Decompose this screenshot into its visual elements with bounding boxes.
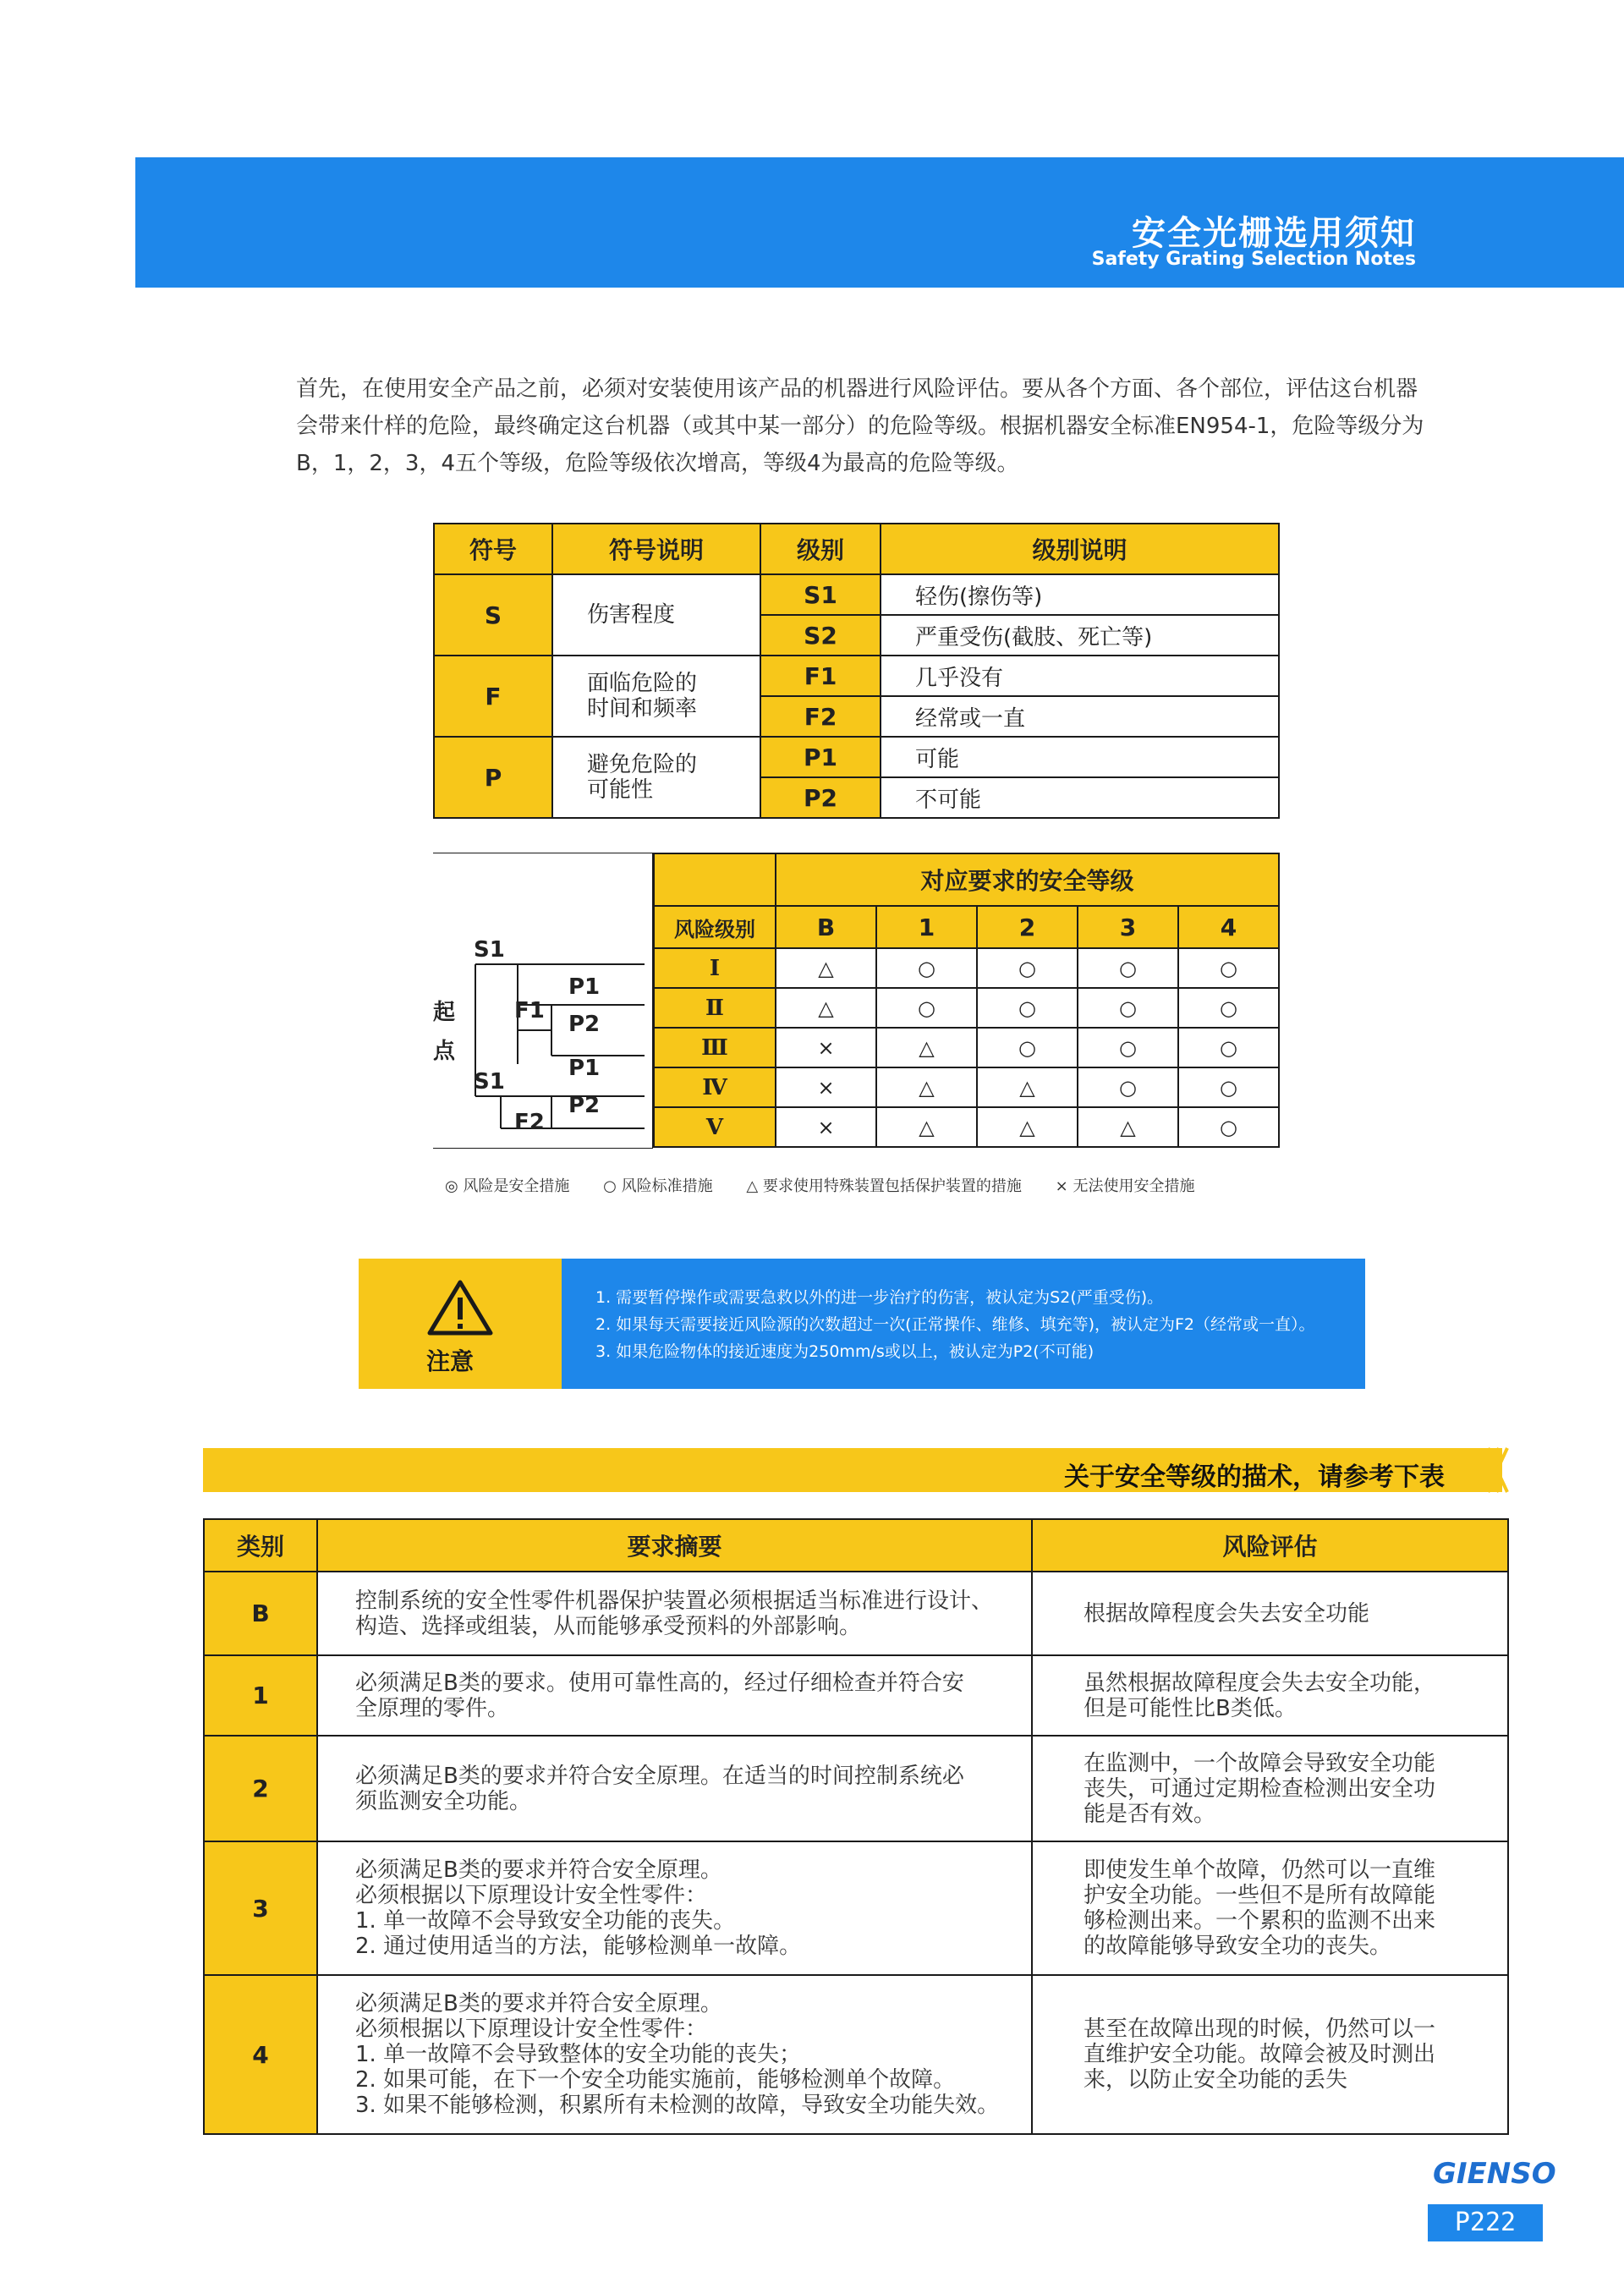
- mark-cell: △: [876, 1067, 977, 1107]
- table-row: [434, 737, 1279, 777]
- table-row: [204, 1572, 1508, 1655]
- level-desc-cell: 几乎没有: [881, 656, 1279, 696]
- mark-cell: ○: [1178, 1067, 1279, 1107]
- risk-cell: 根据故障程度会失去安全功能: [1032, 1572, 1508, 1655]
- mark-cell: ○: [977, 1028, 1078, 1067]
- symbol-table: [433, 523, 1280, 819]
- level-cell: F2: [760, 696, 881, 737]
- brand-logo: GIENSO: [1433, 2157, 1556, 2191]
- page-subtitle: Safety Grating Selection Notes: [1091, 249, 1416, 270]
- level-cell: P2: [760, 777, 881, 818]
- mark-cell: △: [876, 1107, 977, 1147]
- level-desc-cell: 轻伤(擦伤等): [881, 574, 1279, 615]
- col-header: 4: [1178, 906, 1279, 948]
- category-cell: 4: [204, 1975, 317, 2134]
- mark-cell: △: [977, 1107, 1078, 1147]
- mark-cell: △: [1078, 1107, 1178, 1147]
- table-row: [434, 656, 1279, 696]
- col-header: B: [776, 906, 876, 948]
- mark-cell: ○: [1178, 988, 1279, 1028]
- tree-s1-upper: S1: [474, 937, 505, 963]
- category-cell: 2: [204, 1736, 317, 1841]
- symbol-desc-cell: 伤害程度: [552, 574, 760, 656]
- safety-level-title: 对应要求的安全等级: [776, 853, 1279, 906]
- symbol-cell: S: [434, 574, 552, 656]
- tree-p1-lower: P1: [568, 1056, 601, 1081]
- intro-paragraph: 首先，在使用安全产品之前，必须对安装使用该产品的机器进行风险评估。要从各个方面、各个部位，评估这台机器会带来什样的危险，最终确定这台机器（或其中某一部分）的危险等级。根据机器安全标准EN954-1，危险等级分为B，1，2，3，4五个等级，危险等级依次增高，等级4为最高的危险等级。: [296, 376, 1424, 476]
- mark-cell: ○: [1078, 1028, 1178, 1067]
- header-cell: 符号说明: [552, 524, 760, 574]
- risk-cell: 虽然根据故障程度会失去安全功能， 但是可能性比B类低。: [1032, 1655, 1508, 1736]
- category-cell: 3: [204, 1841, 317, 1975]
- legend: [445, 1174, 1223, 1196]
- symbol-cell: P: [434, 737, 552, 818]
- legend-item: × 无法使用安全措施: [1055, 1177, 1195, 1195]
- mark-cell: △: [776, 948, 876, 988]
- page-number: P222: [1428, 2204, 1543, 2241]
- table-row: [204, 1975, 1508, 2134]
- requirement-cell: 必须满足B类的要求并符合安全原理。 必须根据以下原理设计安全性零件： 1. 单一故障不会导致安全功能的丧失。 2. 通过使用适当的方法，能够检测单一故障。: [317, 1841, 1032, 1975]
- risk-cell: 在监测中，一个故障会导致安全功能 丧失，可通过定期检查检测出安全功 能是否有效。: [1032, 1736, 1508, 1841]
- warning-icon: [426, 1279, 494, 1338]
- notice-line: 3. 如果危险物体的接近速度为250mm/s或以上，被认定为P2(不可能): [595, 1342, 1095, 1361]
- mark-cell: ○: [977, 988, 1078, 1028]
- risk-cell: 甚至在故障出现的时候，仍然可以一 直维护安全功能。故障会被及时测出 来，以防止安全功能的丢失: [1032, 1975, 1508, 2134]
- level-desc-cell: 经常或一直: [881, 696, 1279, 737]
- tree-start-label: 起 点: [433, 1000, 456, 1064]
- mark-cell: ○: [1178, 1107, 1279, 1147]
- header-cell: 级别说明: [881, 524, 1279, 574]
- legend-item: ◎ 风险是安全措施: [445, 1177, 570, 1195]
- category-cell: B: [204, 1572, 317, 1655]
- table-row: [434, 574, 1279, 615]
- legend-item: △ 要求使用特殊装置包括保护装置的措施: [746, 1177, 1022, 1195]
- mark-cell: ○: [1178, 1028, 1279, 1067]
- table-row: [204, 1841, 1508, 1975]
- category-table: [203, 1518, 1509, 2135]
- mark-cell: ○: [1078, 948, 1178, 988]
- table-row: [654, 1107, 1279, 1147]
- risk-cell: 即使发生单个故障，仍然可以一直维 护安全功能。一些但不是所有故障能 够检测出来。一个累积的监测不出来 的故障能够导致安全功的丧失。: [1032, 1841, 1508, 1975]
- col-header: 2: [977, 906, 1078, 948]
- risk-decision-tree: [433, 853, 653, 1149]
- mark-cell: ○: [1078, 1067, 1178, 1107]
- mark-cell: △: [977, 1067, 1078, 1107]
- category-cell: 1: [204, 1655, 317, 1736]
- tree-f1: F1: [514, 998, 545, 1023]
- risk-level-cell: Ⅱ: [654, 988, 776, 1028]
- table-row: [654, 948, 1279, 988]
- mark-cell: ○: [876, 988, 977, 1028]
- level-desc-cell: 不可能: [881, 777, 1279, 818]
- table-row: [654, 988, 1279, 1028]
- table-row: [204, 1655, 1508, 1736]
- table-row: [204, 1736, 1508, 1841]
- mark-cell: ×: [776, 1067, 876, 1107]
- symbol-cell: F: [434, 656, 552, 737]
- symbol-desc-cell: 避免危险的 可能性: [552, 737, 760, 818]
- header-cell: 符号: [434, 524, 552, 574]
- mark-cell: ○: [876, 948, 977, 988]
- mark-cell: ×: [776, 1107, 876, 1147]
- risk-level-header: 风险级别: [654, 906, 776, 948]
- level-desc-cell: 可能: [881, 737, 1279, 777]
- table-row: [654, 1028, 1279, 1067]
- notice-text-panel: [562, 1259, 1365, 1389]
- tree-p2-upper: P2: [568, 1012, 601, 1037]
- mark-cell: △: [776, 988, 876, 1028]
- risk-level-cell: Ⅲ: [654, 1028, 776, 1067]
- col-header: 3: [1078, 906, 1178, 948]
- page-title: 安全光栅选用须知: [1132, 214, 1416, 253]
- symbol-desc-cell: 面临危险的 时间和频率: [552, 656, 760, 737]
- notice-label-panel: [359, 1259, 562, 1389]
- level-cell: S1: [760, 574, 881, 615]
- risk-level-table: [653, 853, 1280, 1148]
- mark-cell: ○: [977, 948, 1078, 988]
- level-desc-cell: 严重受伤(截肢、死亡等): [881, 615, 1279, 656]
- requirement-cell: 必须满足B类的要求。使用可靠性高的，经过仔细检查并符合安 全原理的零件。: [317, 1655, 1032, 1736]
- level-cell: F1: [760, 656, 881, 696]
- risk-level-cell: Ⅰ: [654, 948, 776, 988]
- header-cell: 类别: [204, 1519, 317, 1572]
- tree-f2: F2: [514, 1110, 545, 1135]
- stripes-icon: [1477, 1446, 1511, 1494]
- risk-level-cell: Ⅴ: [654, 1107, 776, 1147]
- tree-p1-upper: P1: [568, 974, 601, 1000]
- notice-label: 注意: [426, 1347, 475, 1375]
- header-cell: 要求摘要: [317, 1519, 1032, 1572]
- mark-cell: △: [876, 1028, 977, 1067]
- requirement-cell: 必须满足B类的要求并符合安全原理。在适当的时间控制系统必 须监测安全功能。: [317, 1736, 1032, 1841]
- tree-s1-lower: S1: [474, 1069, 505, 1095]
- header-cell: 级别: [760, 524, 881, 574]
- level-cell: P1: [760, 737, 881, 777]
- tree-p2-lower: P2: [568, 1093, 601, 1118]
- mark-cell: ○: [1078, 988, 1178, 1028]
- table-row: [654, 1067, 1279, 1107]
- category-table-header: [204, 1519, 1508, 1572]
- notice-box: [359, 1259, 1365, 1389]
- section-title: 关于安全等级的描术，请参考下表: [1064, 1462, 1445, 1492]
- requirement-cell: 必须满足B类的要求并符合安全原理。 必须根据以下原理设计安全性零件： 1. 单一故障不会导致整体的安全功能的丧失； 2. 如果可能，在下一个安全功能实施前，能够检测单个故障。 3. 如果不能够检测，积累所有未检测的故障，导致安全功能失效。: [317, 1975, 1032, 2134]
- requirement-cell: 控制系统的安全性零件机器保护装置必须根据适当标准进行设计、 构造、选择或组装，从而能够承受预料的外部影响。: [317, 1572, 1032, 1655]
- blank-corner: [654, 853, 776, 906]
- col-header: 1: [876, 906, 977, 948]
- mark-cell: ○: [1178, 948, 1279, 988]
- mark-cell: ×: [776, 1028, 876, 1067]
- notice-line: 1. 需要暂停操作或需要急救以外的进一步治疗的伤害，被认定为S2(严重受伤)。: [595, 1288, 1164, 1307]
- header-banner: [135, 157, 1624, 288]
- risk-level-cell: Ⅳ: [654, 1067, 776, 1107]
- legend-item: ○ 风险标准措施: [603, 1177, 713, 1195]
- notice-line: 2. 如果每天需要接近风险源的次数超过一次(正常操作、维修、填充等)，被认定为F2（经常或一直）。: [595, 1315, 1315, 1334]
- header-cell: 风险评估: [1032, 1519, 1508, 1572]
- level-cell: S2: [760, 615, 881, 656]
- section-band: [203, 1448, 1502, 1492]
- symbol-table-header: [434, 524, 1279, 574]
